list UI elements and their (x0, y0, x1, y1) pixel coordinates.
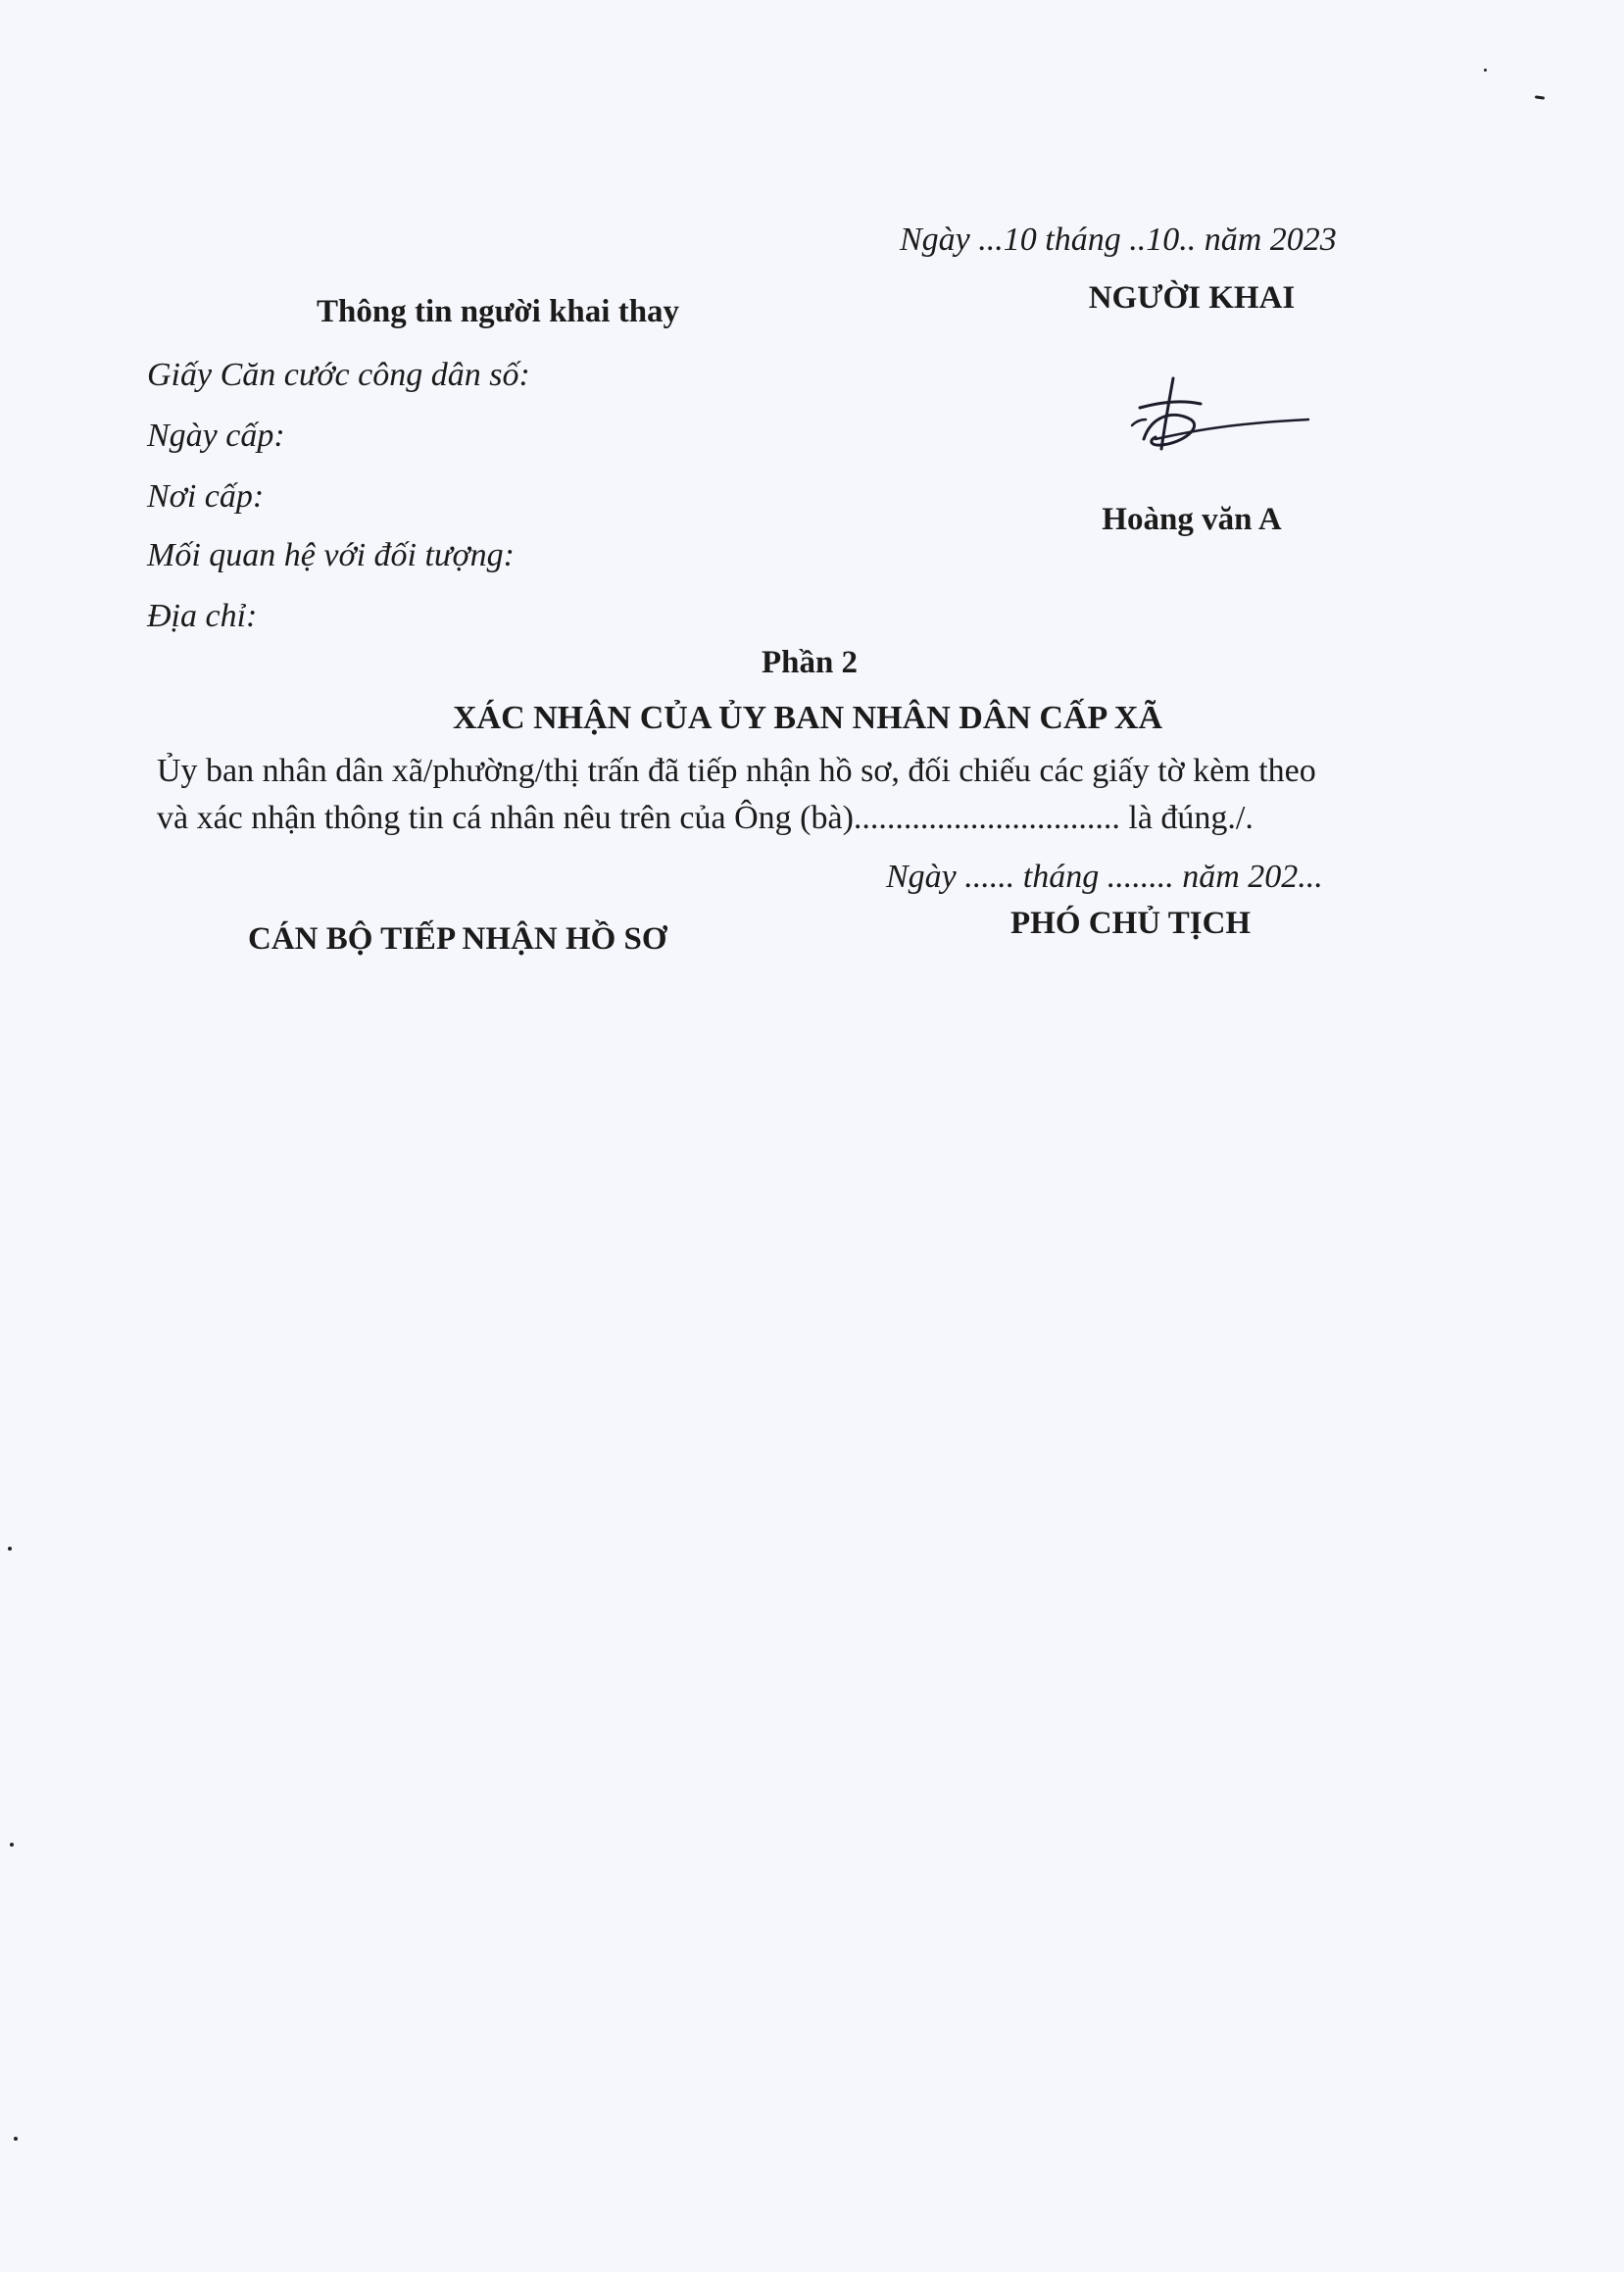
scan-speck (1484, 69, 1487, 72)
scan-speck (14, 2137, 18, 2141)
scan-speck (10, 1843, 14, 1847)
declarant-role-title: NGƯỜI KHAI (1088, 280, 1296, 316)
issue-place-label: Nơi cấp: (147, 478, 265, 515)
part2-body-line2: và xác nhận thông tin cá nhân nêu trên của Ông (bà)................................ là đúng./. (157, 800, 1254, 836)
declarant-date-line: Ngày ...10 tháng ..10.. năm 2023 (900, 222, 1337, 258)
proxy-info-heading: Thông tin người khai thay (317, 294, 680, 329)
declarant-name: Hoàng văn A (1102, 502, 1282, 537)
address-label: Địa chỉ: (147, 598, 258, 634)
part2-body-line1: Ủy ban nhân dân xã/phường/thị trấn đã tiếp nhận hồ sơ, đối chiếu các giấy tờ kèm theo (157, 753, 1316, 789)
receiver-title: CÁN BỘ TIẾP NHẬN HỒ SƠ (248, 921, 667, 957)
declarant-signature (1122, 370, 1318, 478)
part2-label: Phần 2 (761, 645, 859, 680)
issue-date-label: Ngày cấp: (147, 418, 285, 454)
scan-speck (1535, 95, 1545, 99)
vice-chair-title: PHÓ CHỦ TỊCH (1010, 906, 1252, 941)
part2-title: XÁC NHẬN CỦA ỦY BAN NHÂN DÂN CẤP XÃ (452, 700, 1163, 736)
part2-date-line: Ngày ...... tháng ........ năm 202... (886, 859, 1323, 895)
scan-speck (8, 1547, 12, 1551)
id-card-label: Giấy Căn cước công dân số: (147, 357, 530, 393)
relationship-label: Mối quan hệ với đối tượng: (147, 537, 515, 573)
